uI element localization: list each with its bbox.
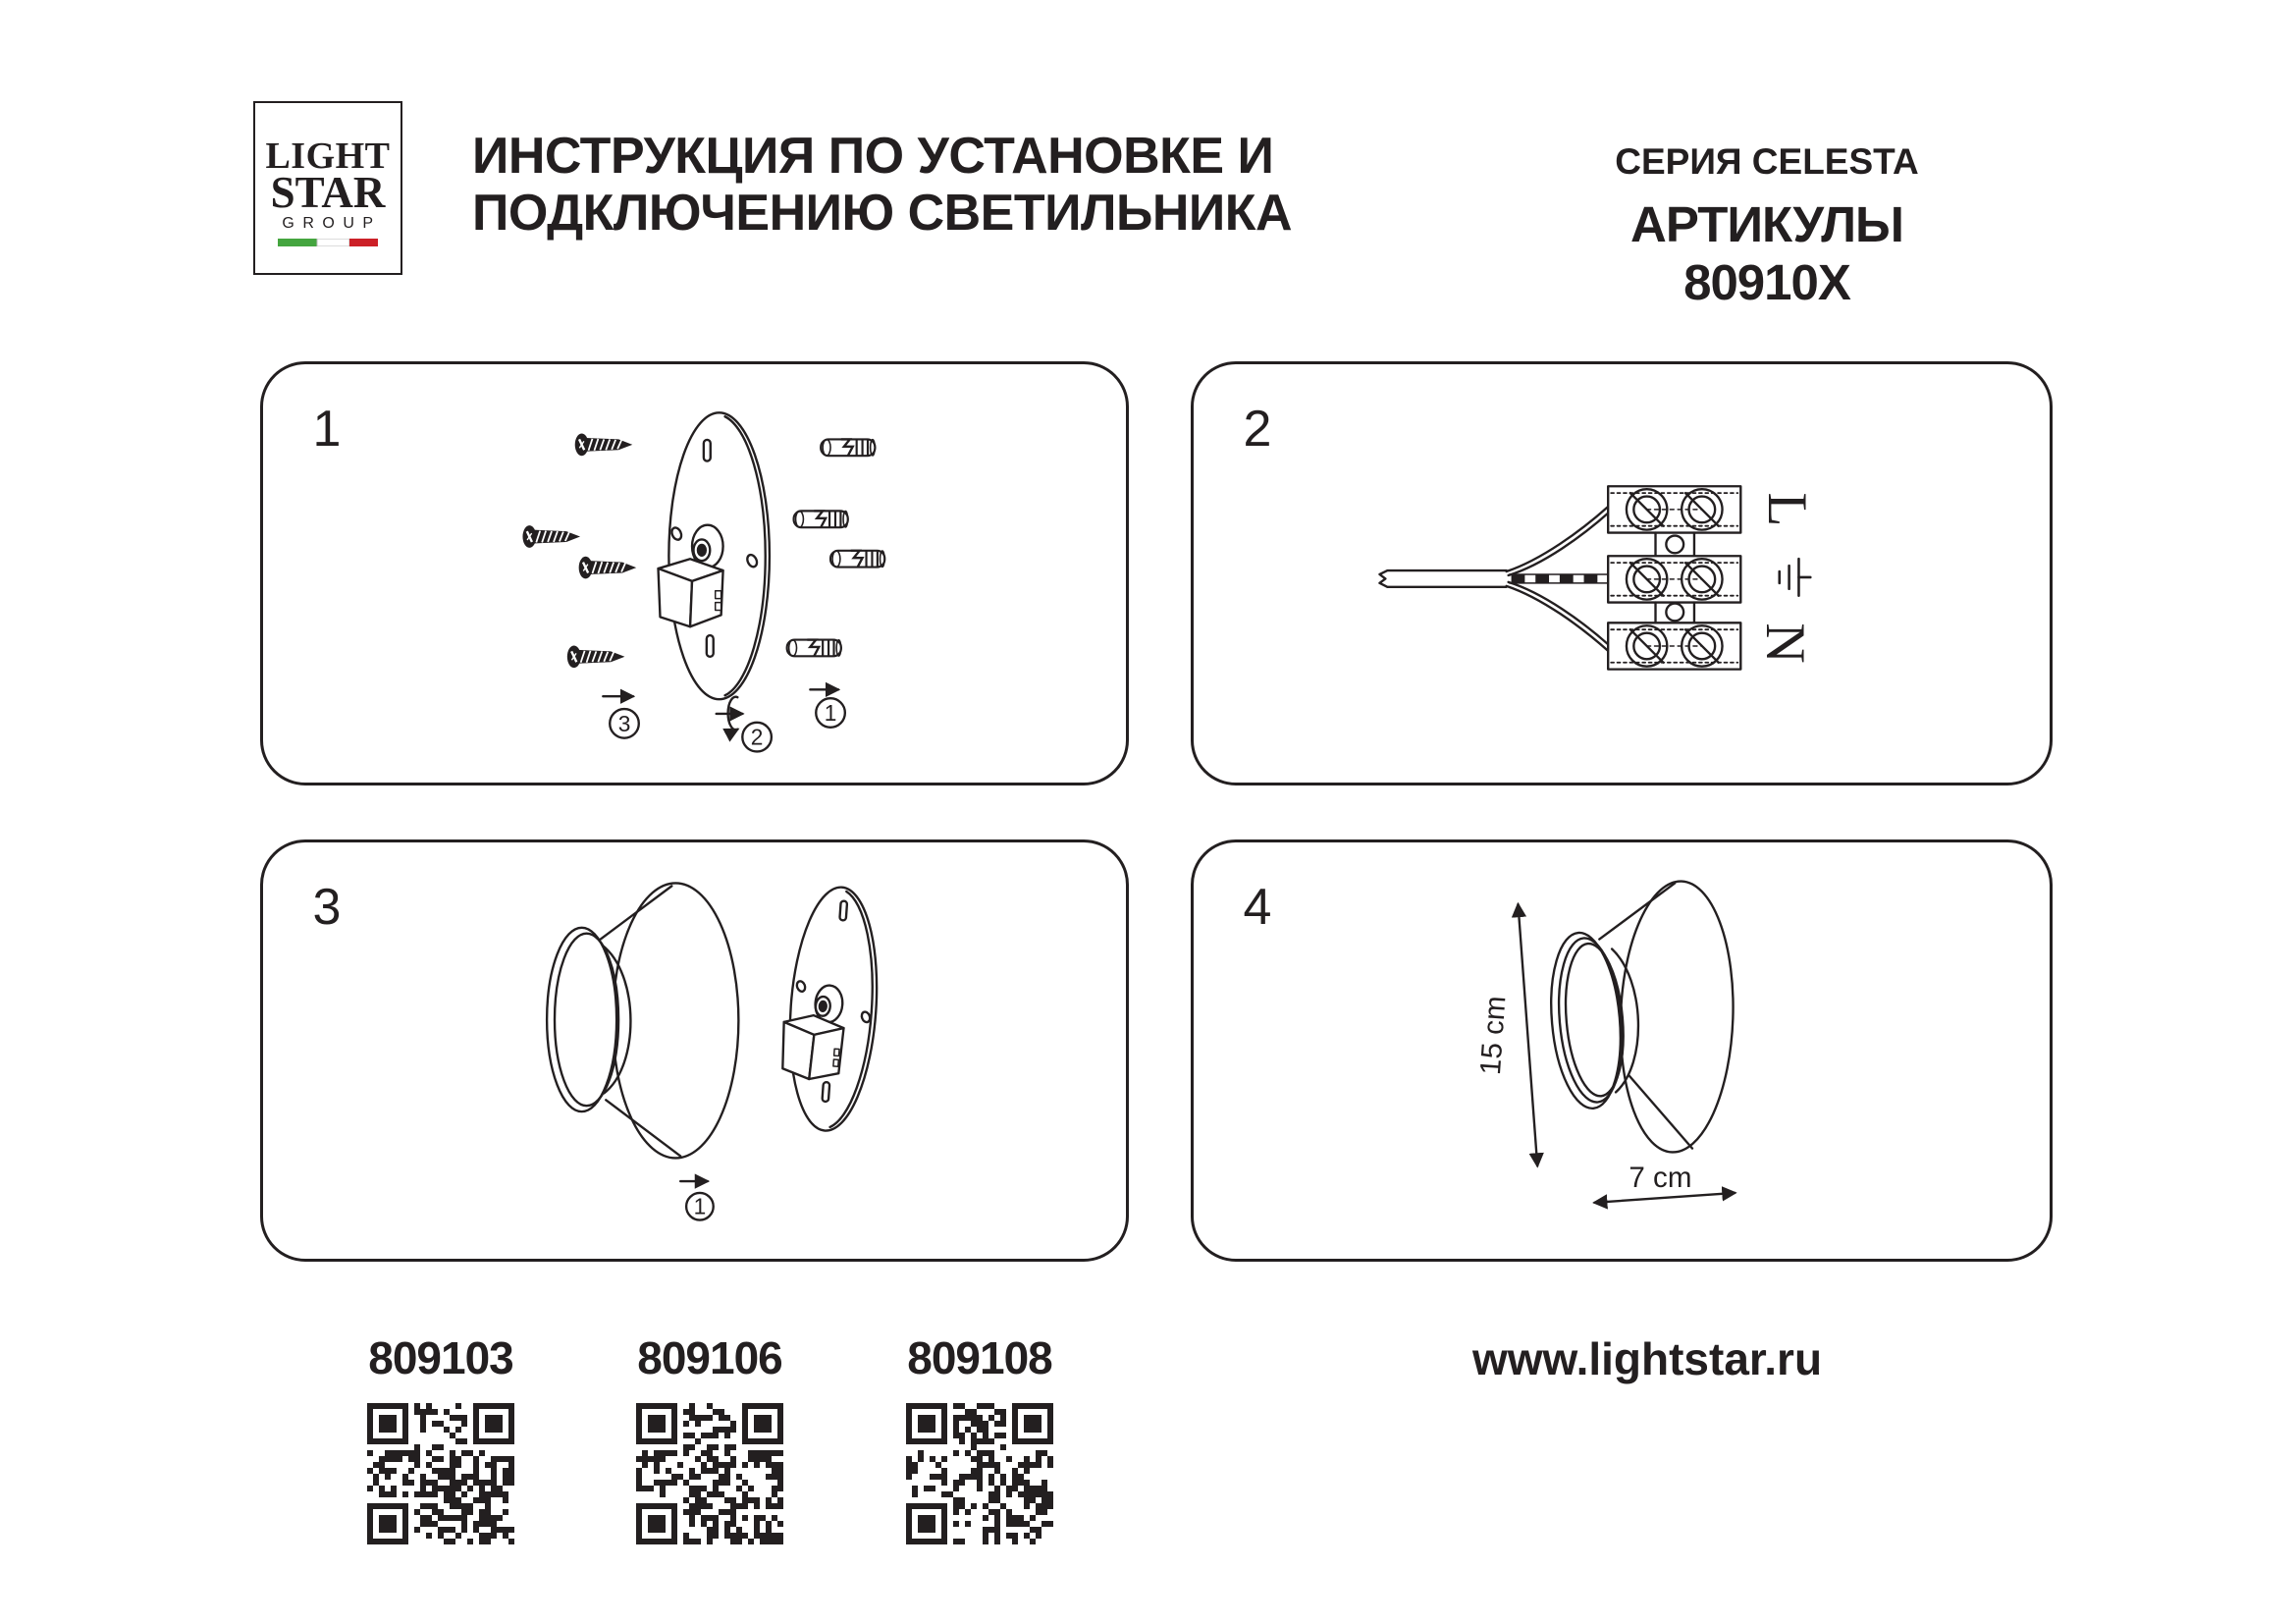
logo-word-light: LIGHT [265,135,391,177]
page-title-line1: ИНСТРУКЦИЯ ПО УСТАНОВКЕ И [472,128,1274,185]
lamp-shade [547,883,738,1158]
qr-code [367,1403,514,1544]
article-code: 809103 [368,1332,513,1383]
junction-box [659,559,723,626]
wire-earth [1510,574,1610,583]
qr-code [906,1403,1053,1544]
series-label: СЕРИЯ CELESTA [1615,141,1919,182]
articles-label: АРТИКУЛЫ 80910X [1630,196,1903,310]
attachment-diagram [263,842,1126,1259]
earth-symbol [1780,559,1811,595]
page-title-line2: ПОДКЛЮЧЕНИЮ СВЕТИЛЬНИКА [472,185,1293,242]
page-title [472,128,1292,242]
wire-live [1507,507,1611,575]
screw-icon [567,645,623,668]
panel-step-1 [260,361,1129,785]
qr-code [636,1403,783,1544]
article-column [636,1331,783,1544]
lightstar-logo [253,101,402,275]
power-cable [1379,570,1506,587]
terminal-block-earth [1608,556,1740,602]
junction-box [780,1013,845,1081]
screw-icon [522,525,578,548]
screw-icon [575,434,631,457]
width-dimension-label: 7 cm [1629,1162,1692,1195]
article-code: 809106 [637,1332,782,1383]
panel-step-4 [1191,839,2053,1262]
callout-3: 3 [617,710,631,736]
wire-neutral [1507,582,1611,651]
terminal-block-neutral [1608,623,1740,669]
screw-icon [579,557,635,579]
callout-1: 1 [693,1193,707,1219]
terminal-block-live [1608,486,1740,532]
article-code: 809108 [907,1332,1052,1383]
article-column [367,1331,514,1544]
mounting-plate [659,412,770,699]
step-number: 2 [1243,401,1272,458]
block-connector [1656,603,1694,623]
width-dimension-arrow [1594,1193,1735,1203]
label-neutral: N [1754,623,1817,664]
dowel-icon [830,551,884,568]
series-header [1541,141,1993,311]
italian-flag-bar [278,239,378,246]
dowel-icon [787,640,841,657]
logo-word-group: GROUP [282,215,382,232]
label-live: L [1756,492,1819,527]
dimensions-diagram [1194,842,2050,1259]
callout-2: 2 [750,724,764,750]
logo-word-star: STAR [270,168,386,217]
panel-step-3 [260,839,1129,1262]
dowel-icon [794,511,848,527]
height-dimension-label: 15 cm [1473,995,1513,1076]
lamp-body [1544,880,1737,1155]
step-number: 4 [1243,879,1272,936]
block-connector [1656,533,1694,557]
step-number: 1 [312,401,342,458]
callout-1: 1 [824,699,837,726]
screws [522,434,634,669]
wiring-diagram [1194,364,2050,783]
mounting-plate [776,884,884,1133]
panel-step-2 [1191,361,2053,785]
website-url: www.lightstar.ru [1471,1333,1823,1384]
step-number: 3 [312,879,342,936]
article-column [906,1331,1053,1544]
height-dimension-arrow [1518,904,1537,1165]
dowel-icon [821,439,875,456]
wall-plugs [787,439,885,656]
mounting-diagram [263,364,1126,783]
